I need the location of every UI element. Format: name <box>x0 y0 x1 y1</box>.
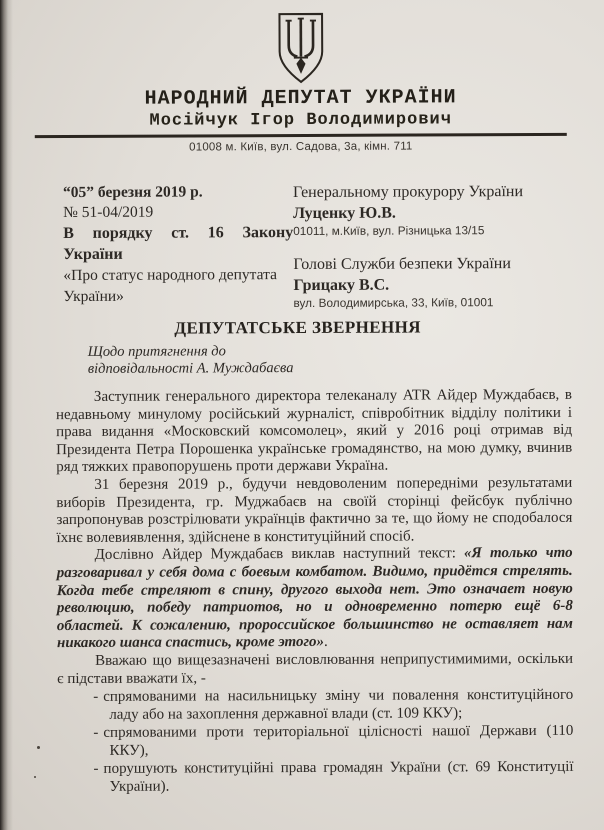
paragraph-4: Вважаю що вищезазначені висловлювання неприпустимимими, оскільки є підстави вважати їх, - <box>57 650 574 687</box>
recipient-name: Грицаку В.С. <box>293 276 390 295</box>
list-item <box>93 686 574 724</box>
photo-speck <box>37 746 40 749</box>
recipient-prosecutor <box>293 181 565 238</box>
list-item-text: спрямованими проти територіальної цілісності нашої Держави (110 ККУ), <box>103 723 574 759</box>
list-dash: - <box>93 725 99 742</box>
letterhead-rule <box>35 133 567 138</box>
recipient-name: Луценку Ю.В. <box>293 204 396 223</box>
list-item <box>93 723 574 760</box>
letterhead-address: 01008 м. Київ, вул. Садова, 3а, кімн. 711 <box>189 140 413 154</box>
photo-speck <box>34 776 36 778</box>
document-title: ДЕПУТАТСЬКЕ ЗВЕРНЕННЯ <box>174 317 421 338</box>
subject-note <box>88 342 572 378</box>
list-item <box>93 759 574 796</box>
subject-line: відповідальності А. Муждабаєва <box>87 360 294 377</box>
list-dash: - <box>93 761 99 778</box>
letter-body <box>56 317 574 797</box>
facebook-quote-text: «Я только что разговаривал у себя дома с боевым комбатом. Видимо, придётся стрелять. Когда тебе стреляют в спину, другого выхода нет. Это означает новую революцию, победу патриотов, но и одновременно потерю ещё 6-8 областей. К сожалению, пророссийское большинство не оставляет нам никакого шанса спастись, кроме этого» <box>56 545 573 652</box>
date-line: “05” березня 2019 р. <box>62 183 203 202</box>
quote-period: . <box>323 634 328 651</box>
recipient-sbu-head <box>293 253 565 310</box>
paragraph-3 <box>57 545 573 653</box>
paragraph-1: Заступник генерального директора телеканалу ATR Айдер Муждабаєв, в недавньому минулому російський журналіст, співробітник відділу політики і права видання «Московский комсомолец», який у 2016 році отримав від Президента Петра Порошенка українське громадянство, на мою думку, вчинив ряд тяжких правопорушень проти держави Україна. <box>55 386 573 476</box>
subject-line: Щодо притягнення до <box>87 343 226 360</box>
recipient-address: вул. Володимирська, 33, Київ, 01001 <box>293 295 494 311</box>
meta-and-recipients <box>0 181 604 312</box>
recipient-position: Голові Служби безпеки України <box>293 255 511 274</box>
recipient-address: 01011, м.Київ, вул. Різницька 13/15 <box>293 223 485 239</box>
list-item-text: порушують конституційні права громадян України (ст. 69 Конституції України). <box>103 759 574 795</box>
meta-block <box>63 182 294 311</box>
legal-basis: В порядку ст. 16 Закону України <box>63 224 294 264</box>
deputy-name: Мосійчук Ігор Володимирович <box>149 110 452 131</box>
recipients-block <box>293 181 566 310</box>
doc-number: № 51-04/2019 <box>63 203 154 222</box>
recipient-position: Генеральному прокурору України <box>292 183 524 202</box>
ukraine-trident-emblem-icon <box>273 12 328 85</box>
letterhead <box>0 11 603 156</box>
paragraph-2: 31 березня 2019 р., будучи невдоволеним попередніми результатами виборів Президента, гр. Муджабаєв на своїй сторінці фейсбук публічно запропонував розстрілювати українців фактично за те, що йому не сподобалося їхнє волевиявлення, здійснене в конституційний спосіб. <box>56 474 573 546</box>
violations-list <box>57 687 573 797</box>
org-title: НАРОДНИЙ ДЕПУТАТ УКРАЇНИ <box>144 86 457 111</box>
list-item-text: спрямованими на насильницьку зміну чи повалення конституційного ладу або на захоплення державної влади (ст. 109 ККУ); <box>103 686 574 723</box>
list-dash: - <box>93 688 99 706</box>
quote-intro: Дослівно Айдер Муждабаєв виклав наступний текст: <box>94 545 465 564</box>
legal-basis-quote: «Про статус народного депутата України» <box>63 266 278 306</box>
